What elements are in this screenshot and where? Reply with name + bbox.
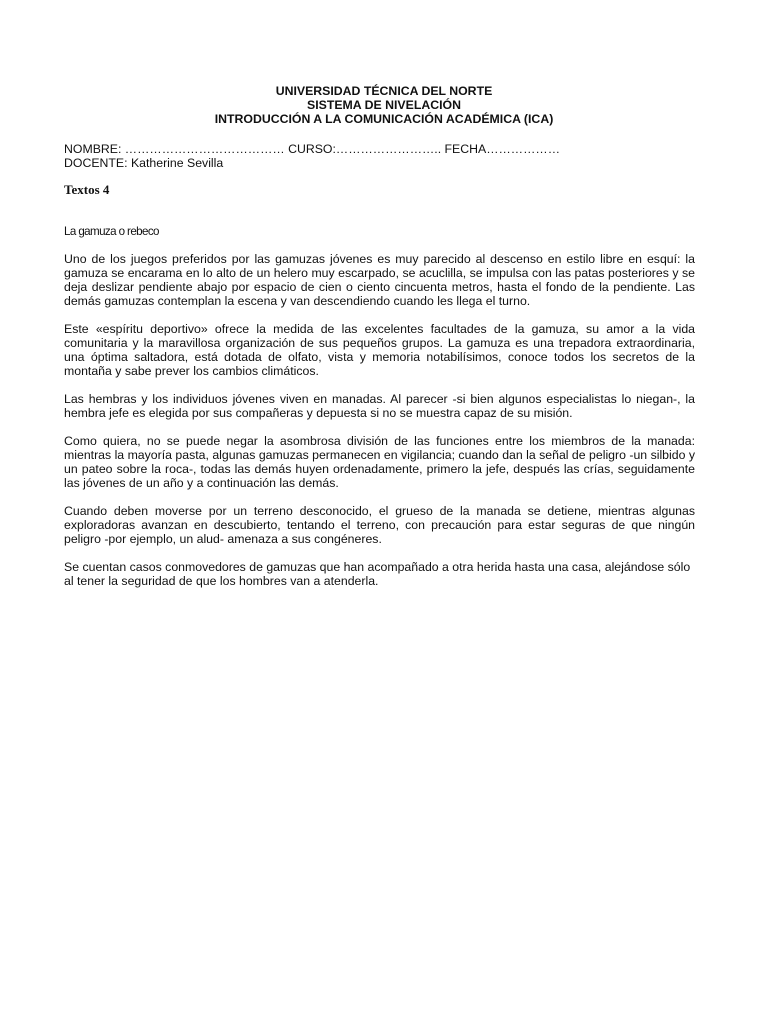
- paragraph: Se cuentan casos conmovedores de gamuzas que han acompañado a otra herida hasta una casa, alejándose sólo al tener la seguridad de que los hombres van a atenderla.: [64, 560, 691, 588]
- paragraph: Cuando deben moverse por un terreno desconocido, el grueso de la manada se detiene, mientras algunas exploradoras avanzan en descubierto, tentando el terreno, con precaución para estar seguras de que ningún peligro -por ejemplo, un alud- amenaza a sus congéneres.: [64, 504, 695, 546]
- paragraph: Las hembras y los individuos jóvenes viven en manadas. Al parecer -si bien algunos especialistas lo niegan-, la hembra jefe es elegida por sus compañeras y depuesta si no se muestra capaz de su misión.: [64, 392, 695, 420]
- university-name: UNIVERSIDAD TÉCNICA DEL NORTE: [275, 84, 493, 98]
- paragraph: Este «espíritu deportivo» ofrece la medida de las excelentes facultades de la gamuza, su amor a la vida comunitaria y la maravillosa organización de sus pequeños grupos. La gamuza es una trepadora extraordinaria, una óptima saltadora, está dotada de olfato, vista y memoria notabilísimos, conoce todos los secretos de la montaña y sabe prever los cambios climáticos.: [64, 322, 695, 378]
- system-name: SISTEMA DE NIVELACIÓN: [307, 98, 461, 112]
- student-info: [64, 142, 560, 170]
- document-header: [0, 84, 768, 126]
- course-name: INTRODUCCIÓN A LA COMUNICACIÓN ACADÉMICA (ICA): [214, 112, 554, 126]
- text-title: La gamuza o rebeco: [64, 225, 159, 238]
- body-text: [64, 252, 695, 602]
- section-title: Textos 4: [64, 182, 110, 197]
- name-course-date-line: NOMBRE: ………………………………… CURSO:…………………….. FECHA………………: [64, 142, 560, 156]
- paragraph: Uno de los juegos preferidos por las gamuzas jóvenes es muy parecido al descenso en estilo libre en esquí: la gamuza se encarama en lo alto de un helero muy escarpado, se acuclilla, se impulsa con las patas posteriores y se deja deslizar pendiente abajo por espacio de cien o ciento cincuenta metros, hasta el fondo de la pendiente. Las demás gamuzas contemplan la escena y van descendiendo cuando les llega el turno.: [64, 252, 695, 308]
- paragraph: Como quiera, no se puede negar la asombrosa división de las funciones entre los miembros de la manada: mientras la mayoría pasta, algunas gamuzas permanecen en vigilancia; cuando dan la señal de peligro -un silbido y un pateo sobre la roca-, todas las demás huyen ordenadamente, primero la jefe, después las crías, seguidamente las jóvenes de un año y a continuación las demás.: [64, 434, 695, 490]
- teacher-line: DOCENTE: Katherine Sevilla: [64, 156, 224, 170]
